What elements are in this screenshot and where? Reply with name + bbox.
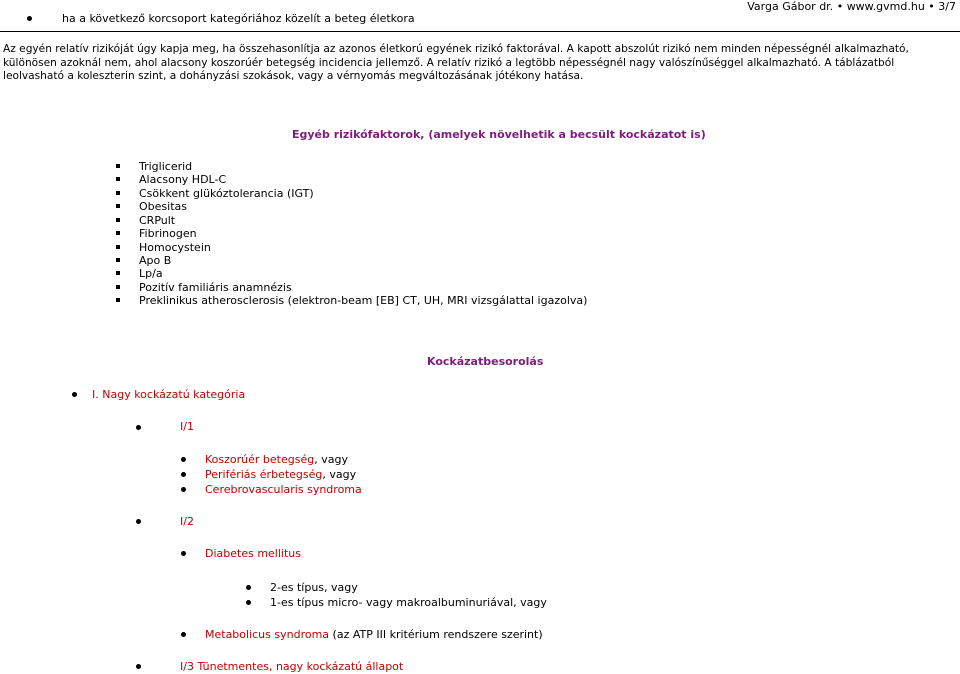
square-bullet-icon xyxy=(116,164,120,168)
square-bullet-icon xyxy=(116,245,120,249)
category-i3-label: I/3 Tünetmentes, nagy kockázatú állapot xyxy=(180,660,404,673)
list-item: Koszorúér betegség, vagy xyxy=(205,453,348,466)
category-i1-label: I/1 xyxy=(180,420,194,433)
intro-paragraph: Az egyén relatív rizikóját úgy kapja meg, ha összehasonlítja az azonos életkorú egyének rizikó faktorával. A kapott abszolút rizikó nem minden népességnél alkalmazható, különösen azoknál nem, ahol alacsony koszorúér betegség incidencia jellemző. A relatív rizikó a legtöbb népességnél nagy valószínűséggel alkalmazható. A táblázatból leolvasható a koleszterin szint, a dohányzási szokások, vagy a vérnyomás megváltozásának jótékony hatása. xyxy=(3,43,909,82)
header-bullet-icon xyxy=(27,16,32,21)
header-divider xyxy=(0,31,960,32)
list-item: Perifériás érbetegség, vagy xyxy=(205,468,357,481)
bullet-icon xyxy=(136,425,141,430)
category-i2-label: I/2 xyxy=(180,515,194,528)
list-item: 1-es típus micro- vagy makroalbuminuriával, vagy xyxy=(270,596,547,609)
risk-factors-title: Egyéb rizikófaktorok, (amelyek növelhetik a becsült kockázatot is) xyxy=(292,128,706,141)
header-site[interactable]: www.gvmd.hu xyxy=(846,0,925,13)
list-item: Cerebrovascularis syndroma xyxy=(205,483,362,496)
diabetes-label: Diabetes mellitus xyxy=(205,547,301,560)
header-author: Varga Gábor dr. xyxy=(747,0,834,13)
bullet-icon xyxy=(181,487,186,492)
bullet-icon xyxy=(246,585,251,590)
bullet-icon xyxy=(181,551,186,556)
square-bullet-icon xyxy=(116,177,120,181)
bullet-icon xyxy=(181,457,186,462)
bullet-icon xyxy=(136,664,141,669)
bullet-icon xyxy=(136,519,141,524)
square-bullet-icon xyxy=(116,204,120,208)
square-bullet-icon xyxy=(116,271,120,275)
square-bullet-icon xyxy=(116,231,120,235)
bullet-icon xyxy=(181,472,186,477)
square-bullet-icon xyxy=(116,285,120,289)
header-bullet-text: ha a következő korcsoport kategóriához közelít a beteg életkora xyxy=(62,12,415,25)
header-meta xyxy=(747,0,956,13)
square-bullet-icon xyxy=(116,218,120,222)
page-number: 3/7 xyxy=(938,0,956,13)
category-1-label: I. Nagy kockázatú kategória xyxy=(92,388,246,401)
bullet-icon xyxy=(72,392,77,397)
list-item: 2-es típus, vagy xyxy=(270,581,358,594)
bullet-icon xyxy=(181,632,186,637)
square-bullet-icon xyxy=(116,191,120,195)
classification-title: Kockázatbesorolás xyxy=(427,355,544,368)
list-item: Metabolicus syndroma (az ATP III kritérium rendszere szerint) xyxy=(205,628,543,641)
bullet-icon xyxy=(246,600,251,605)
separator-dot-icon: • xyxy=(836,0,844,13)
square-bullet-icon xyxy=(116,298,120,302)
square-bullet-icon xyxy=(116,258,120,262)
separator-dot-icon: • xyxy=(928,0,935,13)
